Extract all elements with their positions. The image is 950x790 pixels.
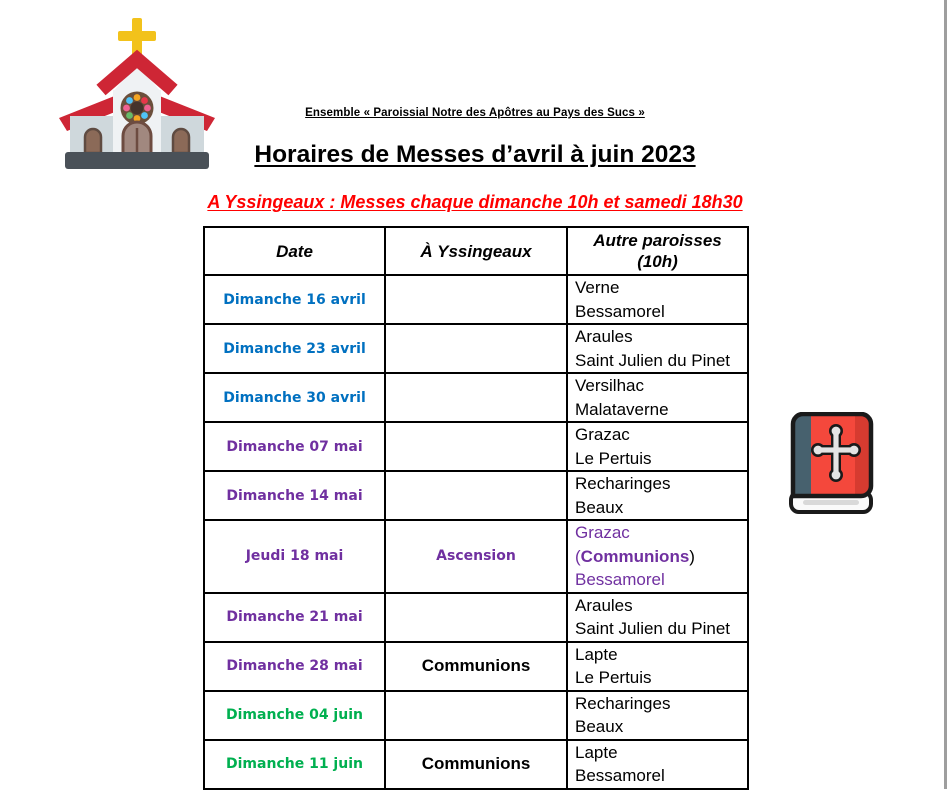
date-cell: Dimanche 07 mai bbox=[204, 422, 385, 471]
table-row bbox=[204, 471, 748, 520]
column-header-yssingeaux bbox=[385, 227, 567, 275]
parish-line bbox=[575, 643, 747, 667]
table-row bbox=[204, 275, 748, 324]
parish-name: Recharinges bbox=[575, 474, 671, 493]
parish-line bbox=[575, 398, 747, 422]
table-row bbox=[204, 520, 748, 593]
event-cell bbox=[385, 593, 567, 642]
parishes-cell bbox=[567, 275, 748, 324]
parishes-cell bbox=[567, 593, 748, 642]
table-row bbox=[204, 691, 748, 740]
event-cell bbox=[385, 275, 567, 324]
parish-line bbox=[575, 594, 747, 618]
parish-name: Communions bbox=[580, 546, 690, 566]
parish-line bbox=[575, 300, 747, 324]
parish-name: Bessamorel bbox=[575, 570, 665, 589]
column-header-label: Date bbox=[276, 241, 313, 261]
column-header-label: À Yssingeaux bbox=[420, 241, 532, 261]
parish-name: Beaux bbox=[575, 717, 624, 736]
parish-name: Verne bbox=[575, 278, 620, 297]
date-cell: Dimanche 14 mai bbox=[204, 471, 385, 520]
parish-line bbox=[575, 472, 747, 496]
parish-name: Saint Julien du Pinet bbox=[575, 350, 730, 370]
parish-name: Recharinges bbox=[575, 693, 671, 713]
table-row bbox=[204, 324, 748, 373]
parish-line bbox=[575, 692, 747, 716]
parish-name: Bessamorel bbox=[575, 766, 665, 785]
parish-line bbox=[575, 715, 747, 739]
event-cell bbox=[385, 471, 567, 520]
event-cell bbox=[385, 373, 567, 422]
event-cell: Communions bbox=[385, 642, 567, 691]
table-row bbox=[204, 422, 748, 471]
parishes-cell bbox=[567, 324, 748, 373]
parish-line bbox=[575, 496, 747, 520]
parish-line bbox=[575, 276, 747, 300]
parish-line bbox=[575, 349, 747, 373]
table-row bbox=[204, 740, 748, 789]
parish-name: Bessamorel bbox=[575, 301, 665, 321]
parish-name: Saint Julien du Pinet bbox=[575, 619, 730, 638]
parish-line bbox=[575, 741, 747, 765]
parish-name: Grazac bbox=[575, 523, 630, 542]
yssingeaux-schedule-note: A Yssingeaux : Messes chaque dimanche 10h et samedi 18h30 bbox=[207, 192, 743, 212]
parish-name: Grazac bbox=[575, 425, 630, 444]
column-header-label: Autre paroisses bbox=[593, 231, 722, 250]
table-row bbox=[204, 642, 748, 691]
parishes-cell bbox=[567, 740, 748, 789]
parish-name: ) bbox=[689, 546, 695, 566]
bible-book-icon bbox=[789, 412, 877, 522]
parish-name: Malataverne bbox=[575, 399, 669, 419]
event-cell bbox=[385, 422, 567, 471]
date-cell: Dimanche 16 avril bbox=[204, 275, 385, 324]
column-header-date bbox=[204, 227, 385, 275]
date-cell: Dimanche 04 juin bbox=[204, 691, 385, 740]
mass-schedule-table bbox=[203, 226, 749, 790]
parish-name: Versilhac bbox=[575, 376, 644, 395]
parish-ensemble-heading: Ensemble « Paroissial Notre des Apôtres au Pays des Sucs » bbox=[305, 107, 645, 119]
parish-name: Araules bbox=[575, 327, 633, 346]
parish-name: Beaux bbox=[575, 497, 624, 517]
date-cell: Dimanche 23 avril bbox=[204, 324, 385, 373]
parish-line bbox=[575, 545, 747, 569]
column-header-sublabel: (10h) bbox=[637, 252, 678, 271]
parish-line bbox=[575, 374, 747, 398]
parish-name: Le Pertuis bbox=[575, 668, 652, 687]
parish-line bbox=[575, 521, 747, 545]
parish-line bbox=[575, 568, 747, 592]
table-header-row bbox=[204, 227, 748, 275]
event-cell: Ascension bbox=[385, 520, 567, 593]
date-cell: Dimanche 30 avril bbox=[204, 373, 385, 422]
date-cell: Dimanche 21 mai bbox=[204, 593, 385, 642]
parish-name: Le Pertuis bbox=[575, 448, 652, 468]
table-row bbox=[204, 373, 748, 422]
parish-line bbox=[575, 423, 747, 447]
parish-name: ( bbox=[575, 546, 581, 566]
parishes-cell bbox=[567, 373, 748, 422]
event-cell: Communions bbox=[385, 740, 567, 789]
parishes-cell bbox=[567, 520, 748, 593]
table-row bbox=[204, 593, 748, 642]
parish-line bbox=[575, 447, 747, 471]
parish-line bbox=[575, 617, 747, 641]
parish-line bbox=[575, 325, 747, 349]
parishes-cell bbox=[567, 471, 748, 520]
parish-line bbox=[575, 764, 747, 788]
parishes-cell bbox=[567, 642, 748, 691]
parish-name: Lapte bbox=[575, 644, 618, 664]
parishes-cell bbox=[567, 422, 748, 471]
date-cell: Jeudi 18 mai bbox=[204, 520, 385, 593]
parishes-cell bbox=[567, 691, 748, 740]
column-header-other-parishes bbox=[567, 227, 748, 275]
event-cell bbox=[385, 691, 567, 740]
date-cell: Dimanche 11 juin bbox=[204, 740, 385, 789]
parish-name: Araules bbox=[575, 595, 633, 615]
mass-schedule-table-wrap bbox=[203, 226, 749, 790]
date-cell: Dimanche 28 mai bbox=[204, 642, 385, 691]
event-cell bbox=[385, 324, 567, 373]
page-edge bbox=[944, 0, 947, 789]
parish-name: Lapte bbox=[575, 742, 618, 762]
page-title: Horaires de Messes d’avril à juin 2023 bbox=[254, 141, 696, 168]
parish-line bbox=[575, 666, 747, 690]
